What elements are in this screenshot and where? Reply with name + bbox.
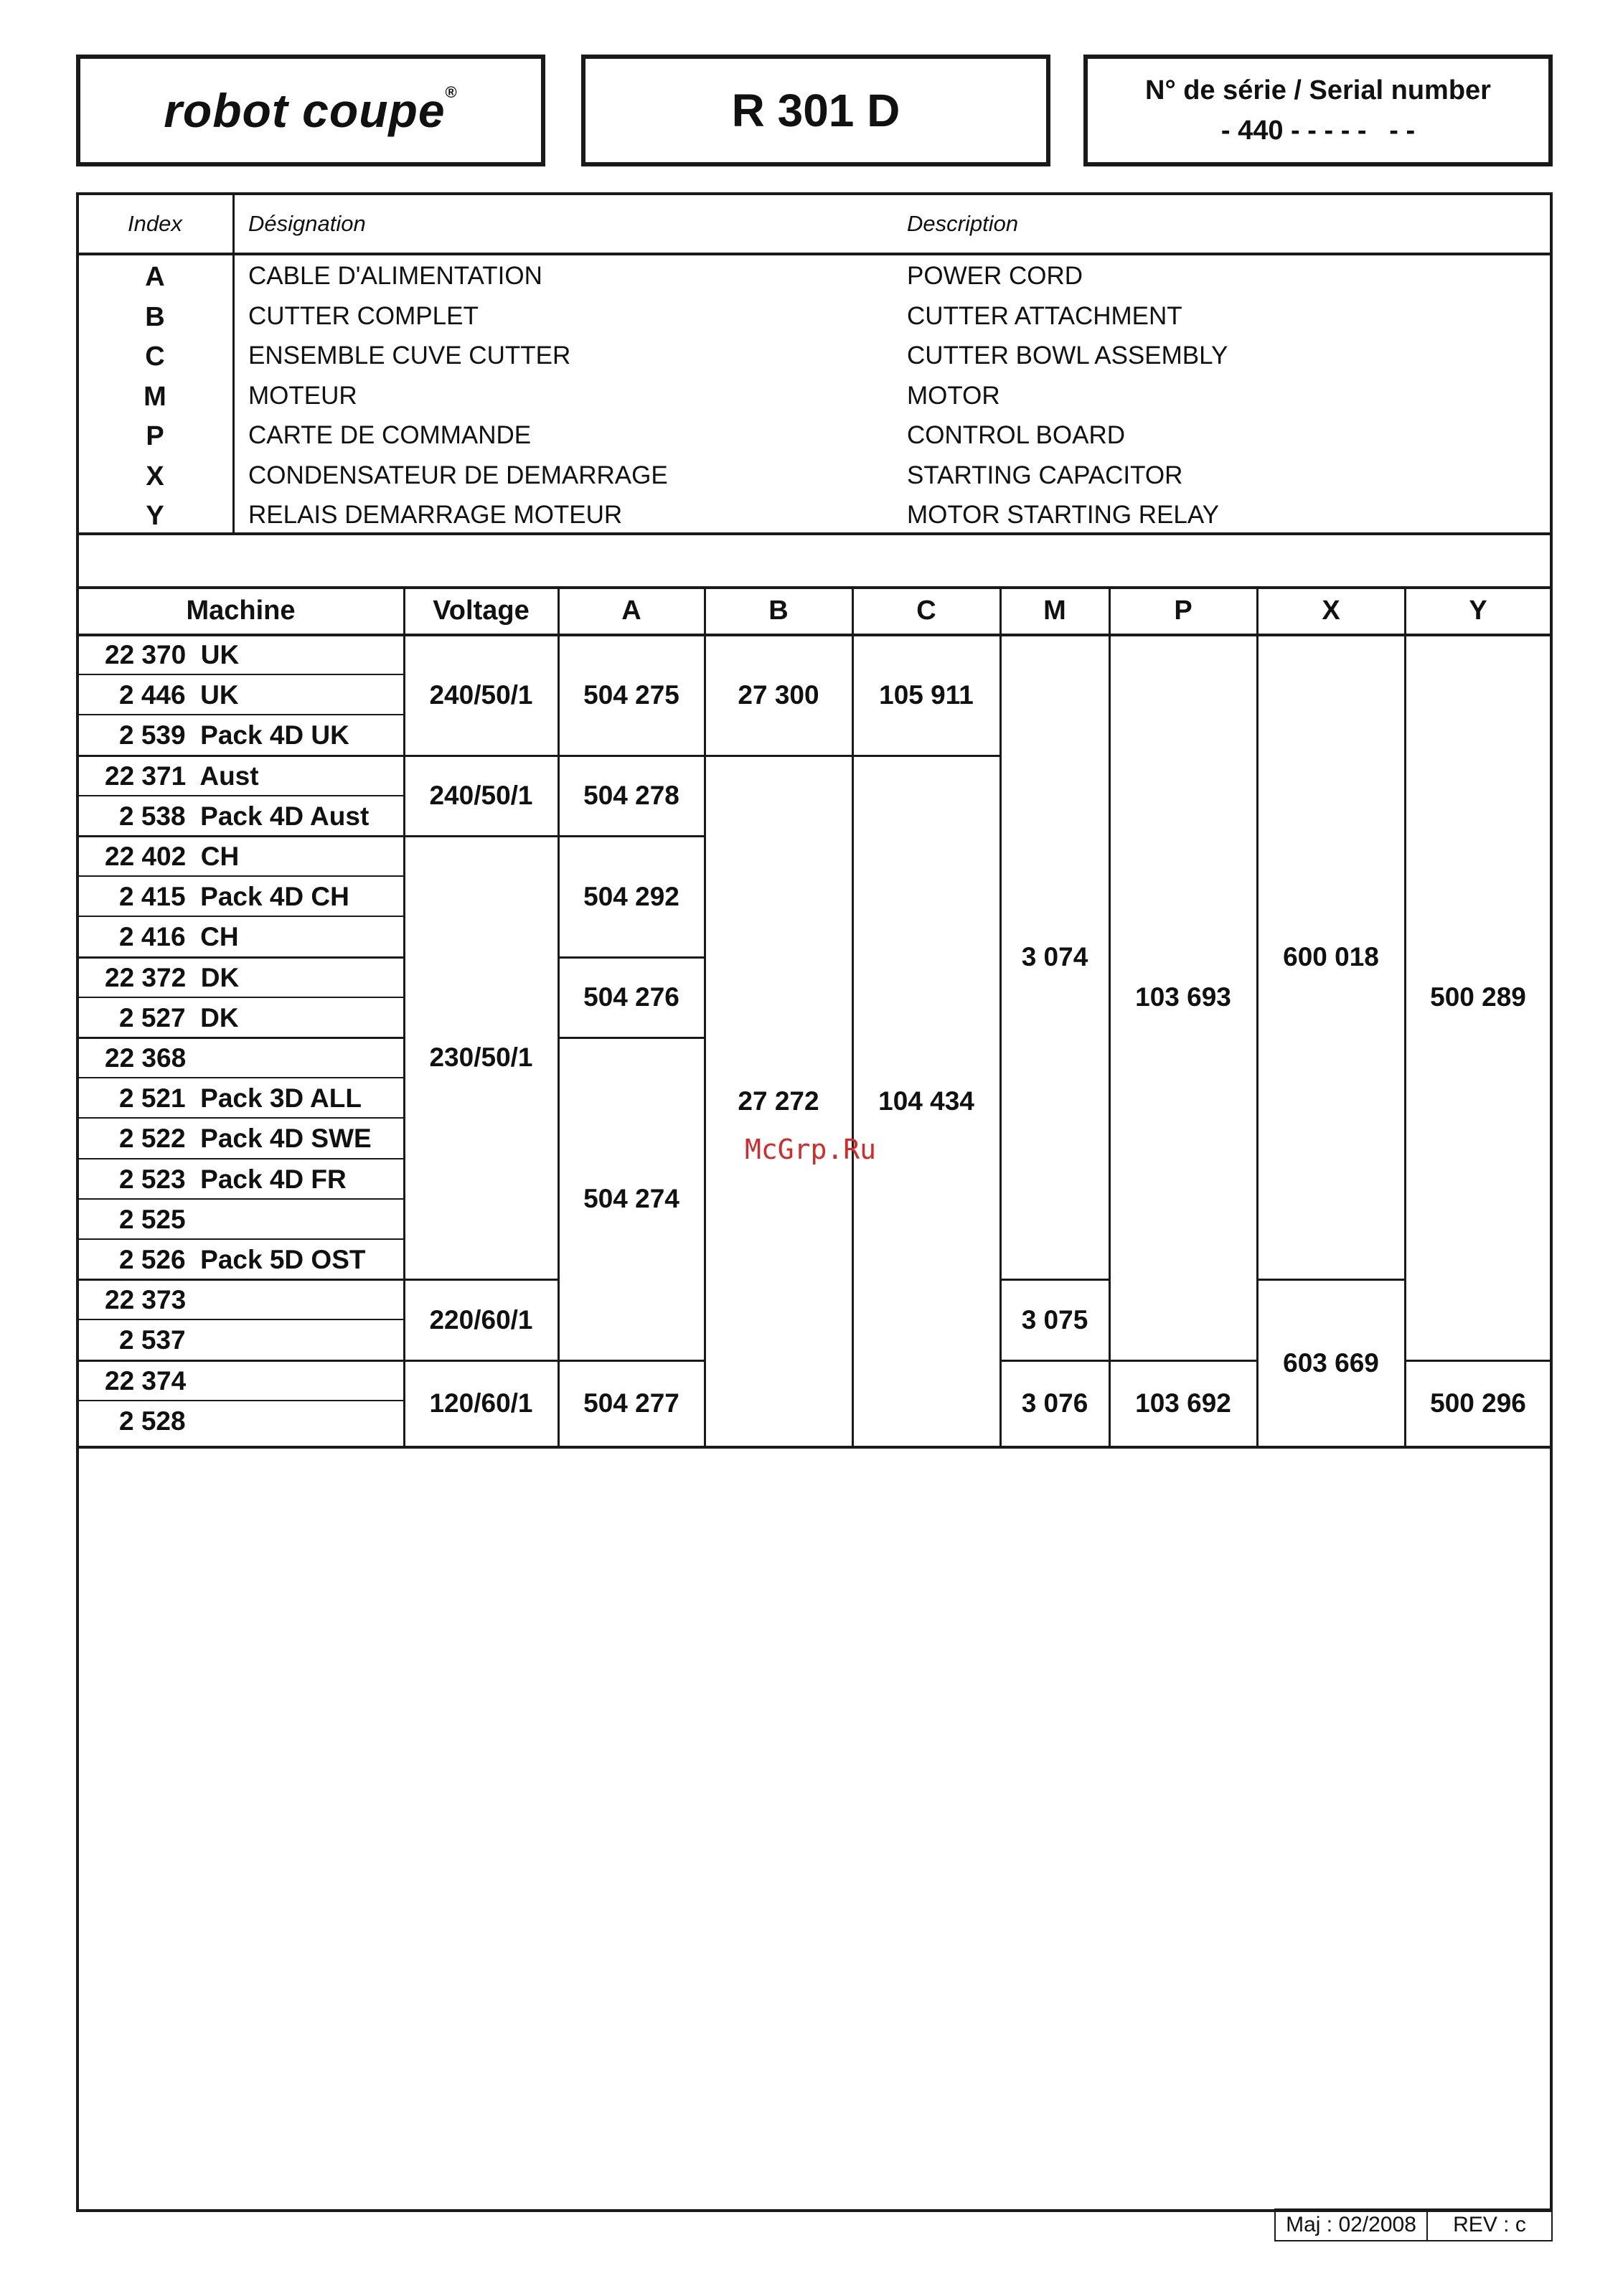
serial-label: N° de série / Serial number bbox=[1145, 75, 1491, 105]
machine-cell: 2 523 Pack 4D FR bbox=[119, 1165, 347, 1194]
column-header: A bbox=[621, 595, 641, 626]
legend-description: CUTTER ATTACHMENT bbox=[907, 302, 1182, 330]
legend-header-divider bbox=[77, 253, 1551, 255]
legend-index: A bbox=[145, 262, 165, 292]
legend-designation: CONDENSATEUR DE DEMARRAGE bbox=[248, 461, 668, 489]
voltage-cell: 230/50/1 bbox=[429, 1043, 533, 1072]
column-header: Voltage bbox=[433, 595, 530, 626]
legend-description: MOTOR STARTING RELAY bbox=[907, 501, 1219, 529]
footer-maj: Maj : 02/2008 bbox=[1274, 2208, 1428, 2241]
machine-cell: 22 402 CH bbox=[105, 842, 240, 871]
part-m-cell: 3 074 bbox=[1021, 941, 1088, 971]
legend-col-description: Description bbox=[907, 211, 1019, 236]
legend-index: C bbox=[145, 342, 165, 372]
part-x-cell: 603 669 bbox=[1283, 1347, 1379, 1378]
part-p-cell: 103 693 bbox=[1135, 982, 1231, 1012]
legend-index: X bbox=[146, 461, 164, 491]
model-box bbox=[581, 55, 1050, 166]
machine-cell: 2 522 Pack 4D SWE bbox=[119, 1124, 372, 1153]
part-c-cell: 105 911 bbox=[879, 679, 974, 710]
logo-text: robot coupe bbox=[164, 84, 446, 137]
legend-description: STARTING CAPACITOR bbox=[907, 461, 1183, 489]
part-y-cell: 500 296 bbox=[1430, 1388, 1526, 1418]
part-a-cell: 504 274 bbox=[583, 1184, 679, 1213]
legend-description: CUTTER BOWL ASSEMBLY bbox=[907, 342, 1228, 370]
registered-mark: ® bbox=[445, 83, 458, 101]
machine-cell: 2 528 bbox=[119, 1406, 186, 1436]
column-header: X bbox=[1322, 595, 1340, 626]
machine-cell: 22 373 bbox=[105, 1285, 187, 1314]
machine-cell: 2 538 Pack 4D Aust bbox=[119, 801, 370, 831]
column-header: B bbox=[768, 595, 789, 626]
part-a-cell: 504 277 bbox=[583, 1388, 679, 1418]
robot-coupe-logo bbox=[164, 83, 458, 138]
voltage-cell: 240/50/1 bbox=[429, 679, 533, 710]
machine-cell: 22 374 bbox=[105, 1366, 187, 1396]
machine-cell: 2 537 bbox=[119, 1325, 186, 1355]
column-header: C bbox=[916, 595, 936, 626]
machine-cell: 22 372 DK bbox=[105, 963, 240, 992]
part-y-cell: 500 289 bbox=[1430, 982, 1526, 1012]
legend-designation: CARTE DE COMMANDE bbox=[248, 421, 532, 449]
legend-index: M bbox=[144, 382, 166, 412]
legend-index-divider bbox=[232, 194, 235, 534]
legend-index: Y bbox=[146, 501, 164, 531]
part-c-cell: 104 434 bbox=[878, 1086, 974, 1116]
machine-cell: 2 415 Pack 4D CH bbox=[119, 882, 349, 911]
machine-cell: 2 539 Pack 4D UK bbox=[119, 720, 349, 750]
part-a-cell: 504 278 bbox=[583, 781, 679, 810]
part-a-cell: 504 275 bbox=[583, 679, 679, 710]
part-m-cell: 3 076 bbox=[1021, 1388, 1088, 1418]
machine-cell: 2 446 UK bbox=[119, 680, 239, 710]
model-title: R 301 D bbox=[731, 85, 900, 136]
legend-designation: CUTTER COMPLET bbox=[248, 302, 479, 330]
part-b-cell: 27 300 bbox=[738, 679, 819, 710]
legend-index: P bbox=[146, 421, 164, 451]
voltage-cell: 220/60/1 bbox=[429, 1304, 533, 1335]
legend-col-index: Index bbox=[128, 211, 182, 236]
part-p-cell: 103 692 bbox=[1135, 1388, 1231, 1418]
machine-cell: 2 527 DK bbox=[119, 1003, 239, 1032]
part-b-cell: 27 272 bbox=[738, 1086, 819, 1116]
machine-cell: 22 368 bbox=[105, 1043, 187, 1073]
watermark: McGrp.Ru bbox=[745, 1134, 877, 1165]
legend-description: MOTOR bbox=[907, 382, 1000, 410]
legend-designation: ENSEMBLE CUVE CUTTER bbox=[248, 342, 571, 370]
legend-designation: CABLE D'ALIMENTATION bbox=[248, 262, 542, 290]
part-m-cell: 3 075 bbox=[1021, 1304, 1088, 1335]
column-header: Y bbox=[1469, 595, 1487, 626]
column-header: P bbox=[1174, 595, 1192, 626]
legend-bottom-divider bbox=[77, 532, 1551, 535]
footer-rev: REV : c bbox=[1426, 2208, 1553, 2241]
legend-designation: RELAIS DEMARRAGE MOTEUR bbox=[248, 501, 623, 529]
logo-box bbox=[76, 55, 545, 166]
machine-cell: 22 371 Aust bbox=[105, 761, 259, 791]
machine-cell: 22 370 UK bbox=[105, 640, 240, 669]
part-x-cell: 600 018 bbox=[1283, 941, 1379, 971]
machine-cell: 2 525 bbox=[119, 1205, 186, 1234]
legend-index: B bbox=[145, 302, 165, 332]
legend-designation: MOTEUR bbox=[248, 382, 357, 410]
legend-description: CONTROL BOARD bbox=[907, 421, 1126, 449]
machine-cell: 2 526 Pack 5D OST bbox=[119, 1245, 366, 1274]
part-a-cell: 504 292 bbox=[583, 881, 679, 911]
column-header: M bbox=[1043, 595, 1066, 626]
legend-col-designation: Désignation bbox=[248, 211, 366, 236]
serial-box bbox=[1083, 55, 1553, 166]
part-a-cell: 504 276 bbox=[583, 982, 679, 1012]
voltage-cell: 120/60/1 bbox=[429, 1388, 533, 1418]
serial-value: - 440 - - - - - - - bbox=[1220, 116, 1416, 146]
legend-description: POWER CORD bbox=[907, 262, 1083, 290]
machine-cell: 2 521 Pack 3D ALL bbox=[119, 1083, 362, 1113]
voltage-cell: 240/50/1 bbox=[429, 781, 533, 810]
machine-cell: 2 416 CH bbox=[119, 922, 239, 951]
column-header: Machine bbox=[186, 595, 296, 626]
